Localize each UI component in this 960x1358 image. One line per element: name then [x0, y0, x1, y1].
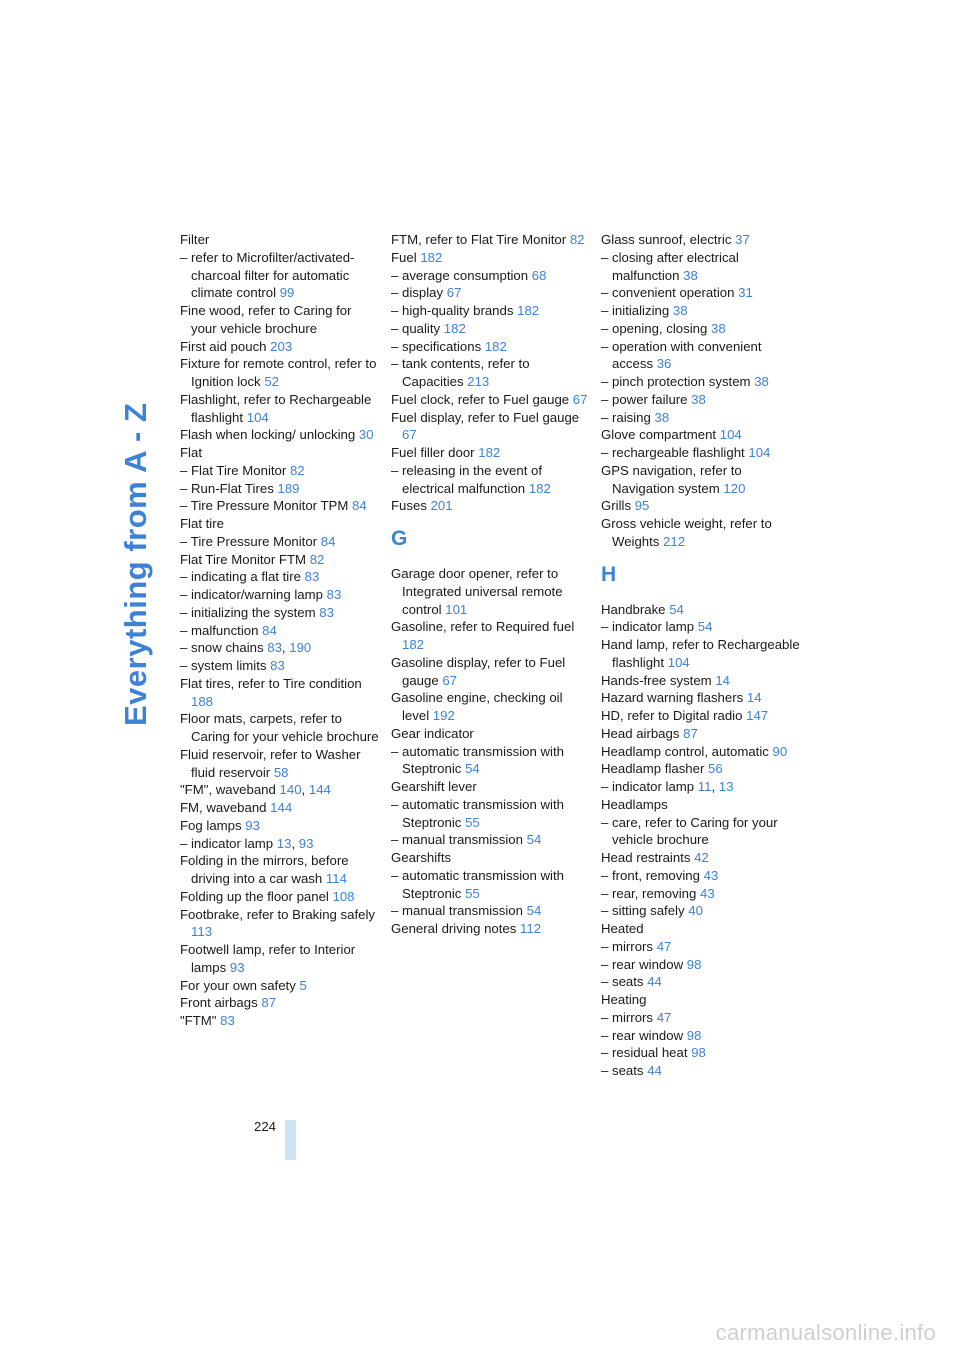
index-entry-text: – indicator/warning lamp: [180, 587, 323, 602]
page-reference-link[interactable]: 212: [663, 533, 686, 549]
index-column-1: [180, 231, 380, 1030]
index-entry: [601, 672, 801, 690]
index-entry-text: Grills: [601, 498, 632, 514]
index-entry-text: – quality: [391, 320, 441, 336]
page-reference-link[interactable]: 55: [465, 885, 480, 901]
index-entry-text: – refer to Microfilter/activated-charcoal filter for automatic climate control: [180, 249, 355, 301]
index-entry-text: Headlamp control, automatic: [601, 743, 769, 759]
index-entry-text: – front, removing: [601, 867, 700, 883]
page-reference-link[interactable]: 140: [279, 782, 302, 798]
index-entry: [180, 426, 380, 444]
page-reference-link[interactable]: 93: [298, 835, 314, 851]
index-entry-text: Glove compartment: [601, 427, 717, 443]
index-column-2: [391, 231, 591, 938]
index-entry: [180, 977, 380, 995]
page-reference-link[interactable]: 5: [299, 977, 307, 993]
index-entry-text: Flash when locking/ unlocking: [180, 427, 356, 443]
page-reference-link[interactable]: 203: [270, 338, 293, 354]
index-entry: [601, 1009, 801, 1027]
page-reference-link[interactable]: 38: [672, 303, 688, 318]
index-entry-text: Gasoline, refer to Required fuel: [391, 619, 575, 635]
index-entry: [601, 426, 801, 444]
index-entry-text: – indicator lamp: [180, 835, 274, 851]
index-entry: [180, 444, 380, 462]
index-entry: [601, 1062, 801, 1080]
index-entry-text: Fuel filler door: [391, 445, 475, 460]
page-reference-link[interactable]: 182: [420, 249, 443, 265]
page-reference-link[interactable]: 114: [325, 871, 347, 886]
index-entry-text: Gross vehicle weight, refer to Weights: [601, 516, 772, 549]
page-reference-link[interactable]: 182: [443, 320, 466, 336]
index-entry-text: – operation with convenient access: [601, 338, 762, 372]
page-reference-link[interactable]: 98: [686, 1027, 702, 1043]
page-reference-link[interactable]: 36: [656, 356, 672, 372]
index-entry: [180, 462, 380, 480]
page-reference-link[interactable]: 104: [748, 445, 771, 460]
index-entry-text: – rear, removing: [601, 885, 697, 901]
page-reference-link[interactable]: 47: [656, 1009, 672, 1025]
index-entry-text: – raising: [601, 409, 651, 425]
index-entry: [601, 249, 801, 285]
index-entry-text: Fluid reservoir, refer to Washer fluid reservoir: [180, 746, 361, 780]
index-entry: [180, 515, 380, 533]
index-entry-text: Gearshift lever: [391, 779, 477, 794]
index-entry-text: – Flat Tire Monitor: [180, 462, 287, 478]
index-entry: [391, 920, 591, 938]
index-entry: [391, 302, 591, 320]
index-entry-text: – power failure: [601, 391, 688, 407]
index-entry: [180, 604, 380, 622]
page-reference-link[interactable]: 42: [694, 850, 709, 865]
watermark: carmanualsonline.info: [715, 1320, 936, 1345]
page-reference-link[interactable]: 13: [718, 779, 734, 794]
page-reference-link[interactable]: 67: [446, 285, 462, 301]
index-entry-text: Fuel clock, refer to Fuel gauge: [391, 391, 570, 407]
page-reference-link[interactable]: 44: [647, 1063, 662, 1078]
index-entry: [601, 497, 801, 515]
index-entry-text: Headlamps: [601, 796, 668, 812]
index-entry: [601, 636, 801, 672]
index-entry: [180, 355, 380, 391]
index-entry: [391, 725, 591, 743]
index-entry: [601, 743, 801, 761]
index-entry-text: – rear window: [601, 956, 684, 972]
page-reference-link[interactable]: 144: [270, 800, 293, 815]
index-entry-text: Hazard warning flashers: [601, 690, 744, 706]
page-reference-link[interactable]: 37: [735, 232, 750, 247]
page-reference-link[interactable]: 84: [262, 622, 277, 638]
index-entry: [180, 994, 380, 1012]
page-reference-link[interactable]: 93: [229, 959, 245, 975]
page-reference-link[interactable]: 93: [245, 817, 260, 833]
index-entry: [180, 480, 380, 498]
page-reference-link[interactable]: 104: [667, 654, 690, 670]
index-entry: [180, 551, 380, 569]
page-reference-link[interactable]: 13: [276, 835, 292, 851]
index-entry: [601, 920, 801, 938]
index-entry-text: Gearshifts: [391, 850, 452, 865]
index-entry-text: – closing after electrical malfunction: [601, 249, 739, 283]
page-reference-link[interactable]: 104: [719, 427, 742, 443]
index-entry-text: Headlamp flasher: [601, 761, 705, 777]
index-entry-text: – manual transmission: [391, 832, 523, 848]
page-reference-link[interactable]: 82: [289, 462, 305, 478]
page-reference-link[interactable]: 68: [531, 267, 547, 283]
page-reference-link[interactable]: 30: [358, 427, 374, 443]
index-entry: [601, 618, 801, 636]
index-entry-text: – tank contents, refer to Capacities: [391, 356, 530, 389]
page-number-bar: [285, 1120, 296, 1160]
index-entry: [391, 796, 591, 832]
index-entry-text: Fixture for remote control, refer to Ignition lock: [180, 356, 377, 389]
index-entry: [601, 814, 801, 850]
page-reference-link[interactable]: 84: [320, 533, 336, 549]
page-reference-link[interactable]: 67: [402, 427, 417, 443]
index-entry: [601, 409, 801, 427]
index-entry: [391, 284, 591, 302]
index-entry: [391, 849, 591, 867]
index-entry-text: – rechargeable flashlight: [601, 445, 745, 460]
index-entry-text: – malfunction: [180, 622, 259, 638]
index-entry-text: Hands-free system: [601, 672, 712, 688]
index-entry-text: Front airbags: [180, 995, 258, 1011]
index-entry-text: "FM", waveband: [180, 782, 276, 798]
index-entry: [601, 938, 801, 956]
section-title-vertical: [118, 226, 158, 726]
index-entry-text: For your own safety: [180, 977, 296, 993]
page-reference-link[interactable]: 58: [273, 764, 289, 780]
page-reference-link[interactable]: 52: [264, 374, 279, 389]
page-reference-link[interactable]: 54: [526, 832, 542, 848]
page-reference-link[interactable]: 99: [279, 285, 295, 301]
index-entry-text: – indicator lamp: [601, 619, 695, 635]
index-entry-text: Flat tire: [180, 516, 224, 531]
index-entry-text: Gasoline engine, checking oil level: [391, 690, 563, 723]
index-entry-text: – seats: [601, 1063, 644, 1078]
index-entry: [601, 902, 801, 920]
index-entry-text: – seats: [601, 974, 644, 990]
index-entry-text: – specifications: [391, 338, 482, 354]
index-entry: [601, 867, 801, 885]
page-reference-link[interactable]: 108: [332, 888, 355, 904]
page-reference-link[interactable]: 54: [526, 903, 542, 919]
page-reference-link[interactable]: 120: [723, 480, 746, 496]
index-entry-text: FM, waveband: [180, 800, 267, 815]
index-entry: [391, 565, 591, 618]
index-entry-text: – manual transmission: [391, 903, 523, 919]
index-entry: [180, 906, 380, 942]
index-entry-text: HD, refer to Digital radio: [601, 708, 743, 723]
page-reference-link[interactable]: 83: [304, 569, 320, 585]
index-entry: [391, 267, 591, 285]
index-entry: [391, 249, 591, 267]
index-entry: [601, 373, 801, 391]
index-entry: [180, 657, 380, 675]
index-entry-text: Flat tires, refer to Tire condition: [180, 675, 362, 691]
index-entry: [391, 831, 591, 849]
page-reference-link[interactable]: 82: [569, 232, 585, 247]
index-entry: [391, 689, 591, 725]
index-entry-text: "FTM": [180, 1013, 217, 1028]
page-reference-link[interactable]: 38: [754, 374, 769, 389]
page-reference-link[interactable]: 44: [647, 974, 662, 990]
index-entry: [180, 497, 380, 515]
index-entry-text: Garage door opener, refer to Integrated universal remote control: [391, 566, 563, 617]
index-entry-text: Head airbags: [601, 725, 680, 741]
index-entry: [180, 231, 380, 249]
page-reference-link[interactable]: 54: [697, 619, 713, 635]
index-entry-text: Flat Tire Monitor FTM: [180, 551, 307, 567]
index-entry: [391, 743, 591, 779]
index-entry-text: – initializing the system: [180, 604, 316, 620]
index-entry: [391, 867, 591, 903]
index-entry: [601, 725, 801, 743]
page-reference-link[interactable]: 182: [484, 338, 507, 354]
page-reference-link[interactable]: 38: [691, 391, 706, 407]
index-entry-text: – initializing: [601, 303, 670, 318]
index-entry: "FM", waveband 140, 144: [180, 782, 331, 798]
index-entry: [391, 355, 591, 391]
index-entry-text: GPS navigation, refer to Navigation system: [601, 462, 742, 496]
page-reference-link[interactable]: 182: [402, 637, 425, 652]
index-entry: [601, 391, 801, 409]
section-title: Everything from A - Z: [118, 402, 153, 726]
page-reference-link[interactable]: 87: [683, 725, 698, 741]
index-entry: [180, 391, 380, 427]
page-reference-link[interactable]: 182: [528, 480, 551, 496]
index-entry-text: Fuel display, refer to Fuel gauge: [391, 409, 580, 425]
index-entry-text: Flat: [180, 445, 202, 460]
page-reference-link[interactable]: 84: [352, 498, 367, 514]
index-entry: [180, 622, 380, 640]
index-entry: [601, 302, 801, 320]
index-entry-text: Fog lamps: [180, 817, 242, 833]
index-entry-text: – sitting safely: [601, 903, 685, 919]
index-entry: [180, 675, 380, 711]
index-entry: [180, 1012, 380, 1030]
index-entry-text: – mirrors: [601, 1009, 654, 1025]
index-entry: [391, 444, 591, 462]
page-reference-link[interactable]: 188: [191, 693, 214, 709]
index-entry-text: Footwell lamp, refer to Interior lamps: [180, 942, 356, 975]
index-entry: – indicator lamp 13, 93: [180, 835, 314, 851]
page-reference-link[interactable]: 55: [465, 814, 480, 830]
index-entry: [601, 849, 801, 867]
index-entry-text: – opening, closing: [601, 320, 708, 336]
index-entry: [180, 249, 380, 302]
index-entry-text: Fine wood, refer to Caring for your vehicle brochure: [180, 303, 352, 336]
index-entry-text: – releasing in the event of electrical malfunction: [391, 462, 543, 496]
index-entry-text: – snow chains: [180, 640, 264, 656]
index-entry: [601, 1044, 801, 1062]
index-entry: [180, 852, 380, 888]
page-reference-link[interactable]: 112: [520, 921, 542, 936]
index-entry-text: General driving notes: [391, 921, 517, 936]
index-entry: – indicator lamp 11, 13: [601, 779, 734, 794]
index-entry: – snow chains 83, 190: [180, 640, 312, 656]
page-reference-link[interactable]: 67: [572, 391, 588, 407]
page-reference-link[interactable]: 201: [430, 498, 453, 514]
index-entry: [391, 391, 591, 409]
index-entry: [601, 338, 801, 374]
index-entry: [180, 338, 380, 356]
index-entry-text: – pinch protection system: [601, 374, 751, 389]
index-entry-text: – system limits: [180, 658, 267, 673]
index-entry-text: Heating: [601, 992, 647, 1007]
index-entry: [180, 746, 380, 782]
index-entry-text: Folding up the floor panel: [180, 888, 329, 904]
index-entry-text: Footbrake, refer to Braking safely: [180, 906, 375, 922]
index-entry-text: – residual heat: [601, 1045, 688, 1061]
index-entry-text: Folding in the mirrors, before driving into a car wash: [180, 853, 349, 886]
index-entry: [601, 707, 801, 725]
page-number: 224: [254, 1119, 277, 1134]
index-entry-text: – display: [391, 285, 444, 301]
page-reference-link[interactable]: 189: [277, 480, 300, 496]
index-entry: [180, 817, 380, 835]
page-reference-link[interactable]: 213: [467, 374, 490, 389]
index-entry: [180, 888, 380, 906]
page-reference-link[interactable]: 38: [654, 409, 670, 425]
page-reference-link[interactable]: 83: [267, 640, 282, 656]
index-entry-text: Glass sunroof, electric: [601, 232, 732, 247]
page-reference-link[interactable]: 87: [261, 995, 277, 1011]
index-entry-text: – automatic transmission with Steptronic: [391, 867, 564, 901]
page-reference-link[interactable]: 54: [465, 761, 480, 777]
page-reference-link[interactable]: 83: [270, 658, 285, 673]
index-entry: [180, 586, 380, 604]
index-entry-text: – Tire Pressure Monitor: [180, 533, 318, 549]
page-reference-link[interactable]: 40: [688, 903, 703, 919]
index-entry-text: – indicator lamp: [601, 779, 695, 794]
index-entry: [391, 409, 591, 445]
index-entry: [391, 497, 591, 515]
index-entry-text: – automatic transmission with Steptronic: [391, 743, 564, 777]
index-entry-text: Heated: [601, 921, 644, 936]
index-entry: [391, 778, 591, 796]
page-reference-link[interactable]: 47: [656, 938, 672, 954]
index-entry: [391, 654, 591, 690]
index-entry-text: First aid pouch: [180, 338, 267, 354]
page-reference-link[interactable]: 83: [319, 604, 334, 620]
page-reference-link[interactable]: 113: [191, 924, 213, 940]
index-entry: [601, 231, 801, 249]
page-reference-link[interactable]: 98: [686, 956, 702, 972]
page-reference-link[interactable]: 43: [703, 867, 719, 883]
page-reference-link[interactable]: 38: [710, 320, 726, 336]
letter-heading: H: [601, 562, 617, 586]
index-entry: [601, 885, 801, 903]
page-reference-link[interactable]: 182: [478, 445, 501, 460]
index-entry: [601, 462, 801, 498]
index-entry-text: – high-quality brands: [391, 303, 514, 318]
index-entry: [180, 710, 380, 746]
index-entry: [601, 601, 801, 619]
index-entry: [391, 231, 591, 249]
index-entry: [601, 1027, 801, 1045]
index-entry: [601, 689, 801, 707]
page-reference-link[interactable]: 190: [289, 640, 312, 656]
index-entry-text: Gear indicator: [391, 725, 474, 741]
index-entry-text: – automatic transmission with Steptronic: [391, 796, 564, 830]
index-entry-text: Hand lamp, refer to Rechargeable flashlight: [601, 637, 800, 670]
index-entry: [391, 618, 591, 654]
page-reference-link[interactable]: 147: [746, 708, 769, 723]
page-reference-link[interactable]: 95: [634, 498, 650, 514]
index-entry: [180, 302, 380, 338]
index-entry: [601, 444, 801, 462]
page-reference-link[interactable]: 67: [442, 672, 458, 688]
page-reference-link[interactable]: 38: [683, 267, 698, 283]
index-entry: [601, 515, 801, 551]
index-entry: [601, 956, 801, 974]
index-column-3: [601, 231, 801, 1080]
page-reference-link[interactable]: 54: [669, 601, 684, 617]
index-entry-text: – Tire Pressure Monitor TPM: [180, 498, 349, 514]
index-entry: [601, 760, 801, 778]
index-entry: [180, 799, 380, 817]
index-entry-text: Filter: [180, 232, 210, 247]
index-entry-text: – convenient operation: [601, 285, 735, 301]
index-entry-text: Floor mats, carpets, refer to Caring for your vehicle brochure: [180, 711, 379, 744]
page-reference-link[interactable]: 14: [715, 672, 731, 688]
page-reference-link[interactable]: 83: [220, 1013, 235, 1028]
index-entry: [180, 941, 380, 977]
index-entry-text: Head restraints: [601, 850, 691, 865]
page-reference-link[interactable]: 90: [772, 743, 788, 759]
index-entry-text: – rear window: [601, 1027, 684, 1043]
index-entry: [391, 902, 591, 920]
index-entry-text: FTM, refer to Flat Tire Monitor: [391, 232, 567, 247]
page-reference-link[interactable]: 144: [308, 782, 331, 798]
index-entry: [601, 973, 801, 991]
index-entry: [391, 320, 591, 338]
page-reference-link[interactable]: 101: [445, 601, 468, 617]
index-entry: [601, 796, 801, 814]
page-reference-link[interactable]: 11: [697, 779, 712, 794]
index-entry: [601, 991, 801, 1009]
index-entry-text: – mirrors: [601, 938, 654, 954]
page-reference-link[interactable]: 31: [738, 285, 753, 301]
index-entry: [180, 568, 380, 586]
index-entry-text: – average consumption: [391, 267, 529, 283]
page-reference-link[interactable]: 43: [699, 885, 715, 901]
page-reference-link[interactable]: 98: [691, 1045, 706, 1061]
page-reference-link[interactable]: 14: [746, 690, 762, 706]
index-entry: [601, 320, 801, 338]
index-entry-text: Flashlight, refer to Rechargeable flashlight: [180, 391, 372, 425]
index-entry-text: Fuel: [391, 249, 417, 265]
index-entry-text: – care, refer to Caring for your vehicle brochure: [601, 814, 778, 848]
page-reference-link[interactable]: 104: [246, 409, 269, 425]
index-entry: [180, 533, 380, 551]
index-entry-text: – indicating a flat tire: [180, 569, 301, 585]
page-reference-link[interactable]: 83: [326, 587, 342, 602]
page-reference-link[interactable]: 56: [708, 761, 723, 777]
index-entry-text: Fuses: [391, 498, 427, 514]
index-entry: [391, 338, 591, 356]
page-reference-link[interactable]: 182: [517, 303, 540, 318]
index-entry: [601, 284, 801, 302]
page-reference-link[interactable]: 192: [432, 708, 455, 723]
index-entry-text: Gasoline display, refer to Fuel gauge: [391, 654, 566, 688]
letter-heading: G: [391, 527, 408, 550]
page-reference-link[interactable]: 82: [309, 551, 325, 567]
index-entry-text: – Run-Flat Tires: [180, 480, 274, 496]
index-entry: [391, 462, 591, 498]
index-entry-text: Handbrake: [601, 601, 666, 617]
